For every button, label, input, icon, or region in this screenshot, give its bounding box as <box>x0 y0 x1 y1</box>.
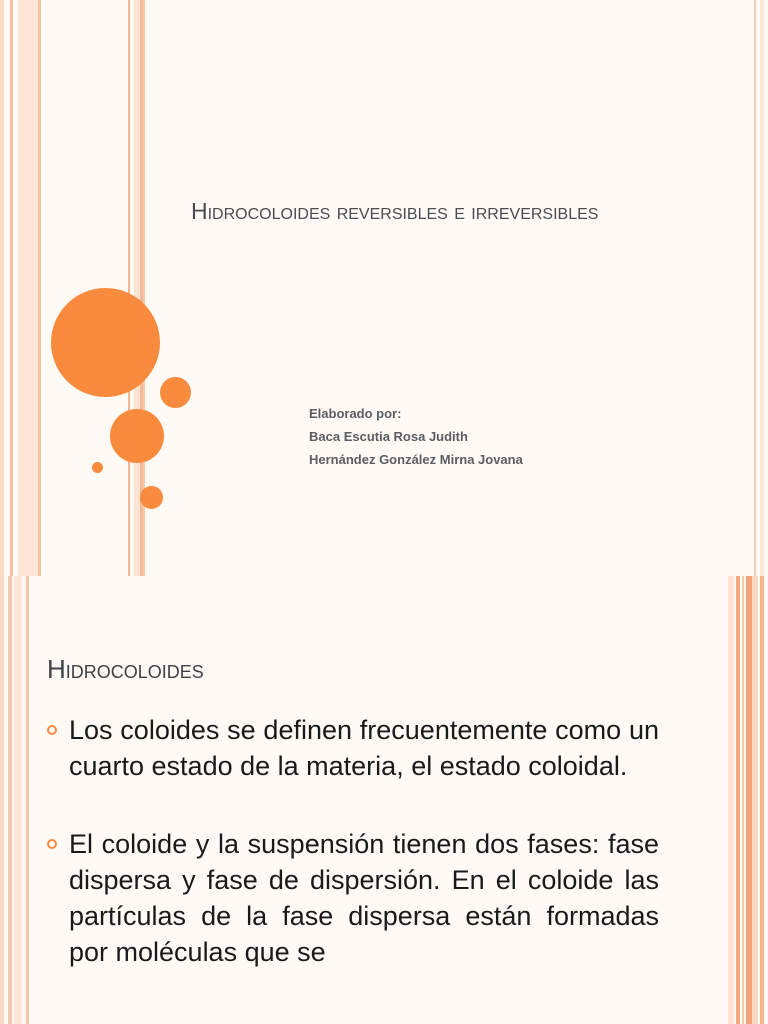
decorative-stripe <box>728 576 734 1024</box>
decorative-stripe <box>760 576 764 1024</box>
author-name: Baca Escutia Rosa Judith <box>309 429 468 444</box>
slide-heading: Hidrocoloides <box>47 654 204 684</box>
decorative-stripe <box>0 0 4 576</box>
slide-title: Hidrocoloides reversibles e irreversibles <box>191 198 599 224</box>
decorative-stripe <box>26 576 29 1024</box>
decorative-stripe <box>8 576 12 1024</box>
decorative-stripe <box>14 576 22 1024</box>
decorative-stripe <box>742 576 744 1024</box>
list-item <box>47 712 659 784</box>
bullet-circle-icon <box>47 839 57 849</box>
bullet-circle-icon <box>47 725 57 735</box>
bullet-text: Los coloides se definen frecuentemente como un cuarto estado de la materia, el estado coloidal. <box>69 715 659 781</box>
decorative-stripe <box>736 576 740 1024</box>
credits-label: Elaborado por: <box>309 406 402 421</box>
tiny-circle-decoration <box>92 462 103 473</box>
large-circle-decoration <box>51 288 160 397</box>
decorative-stripe <box>128 0 130 576</box>
small-circle-decoration <box>160 377 191 408</box>
decorative-stripe <box>0 576 4 1024</box>
credits-block <box>309 402 523 471</box>
bullet-list <box>47 712 659 1012</box>
list-item <box>47 826 659 970</box>
decorative-stripe <box>10 0 13 576</box>
bullet-text: El coloide y la suspensión tienen dos fases: fase dispersa y fase de dispersión. En el coloide las partículas de la fase dispersa están formadas por moléculas que se <box>69 829 659 967</box>
decorative-stripe <box>754 0 756 576</box>
decorative-stripe <box>752 576 758 1024</box>
content-slide <box>0 576 768 1024</box>
small-circle-decoration <box>140 486 163 509</box>
author-name: Hernández González Mirna Jovana <box>309 452 523 467</box>
decorative-stripe <box>18 0 38 576</box>
medium-circle-decoration <box>110 409 164 463</box>
decorative-stripe <box>38 0 41 576</box>
decorative-stripe <box>760 0 764 576</box>
